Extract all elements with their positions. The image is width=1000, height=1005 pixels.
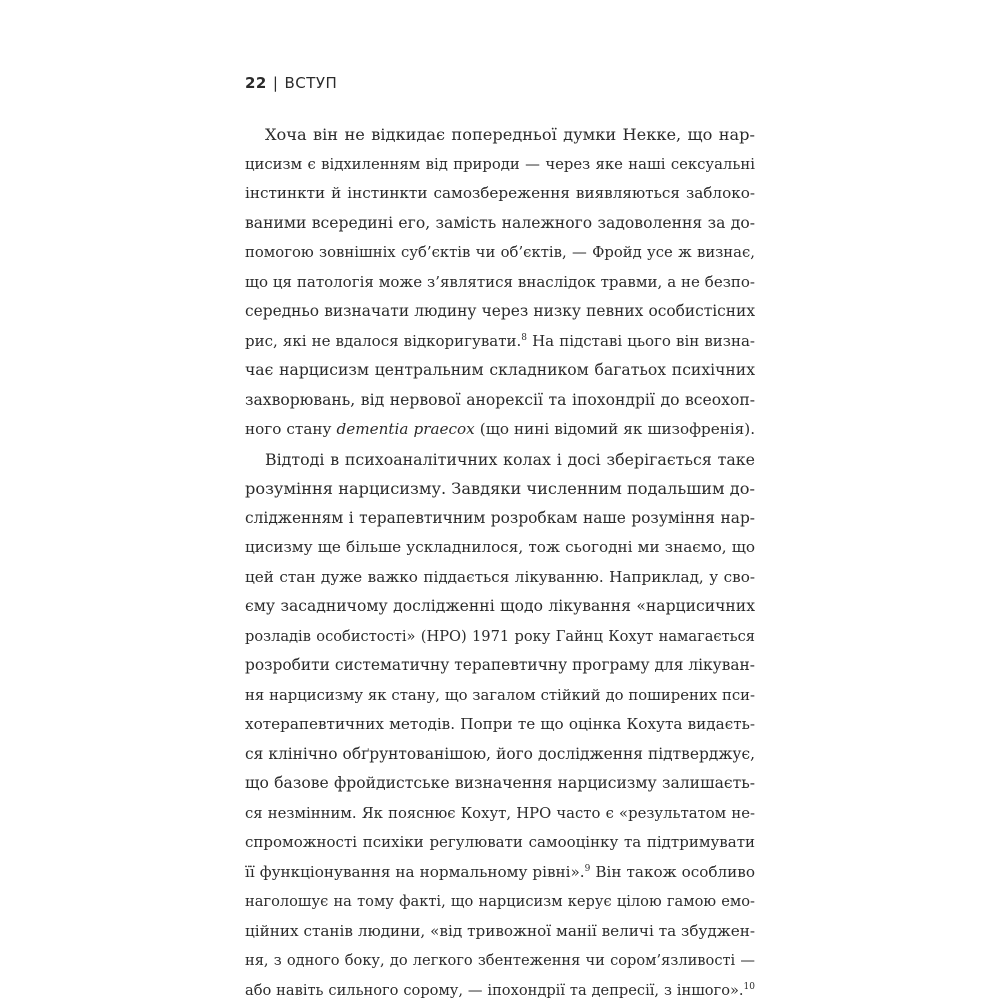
- footnote-marker: 9: [585, 863, 591, 873]
- footnote-marker: 10: [744, 982, 755, 992]
- text-line: [245, 976, 755, 1005]
- text-segment: рис, які не вдалося відкоригувати.: [245, 332, 521, 350]
- text-line: ся незмінним. Як пояснює Кохут, НРО часто є «результатом не-: [245, 799, 755, 829]
- text-line: розуміння нарцисизму. Завдяки численним подальшим до-: [245, 474, 755, 504]
- text-segment: На підставі цього він визна-: [527, 332, 755, 350]
- text-line: ня нарцисизму як стану, що загалом стійкий до поширених пси-: [245, 681, 755, 711]
- text-line: середньо визначати людину через низку певних особистісних: [245, 297, 755, 327]
- text-line: [245, 327, 755, 357]
- text-line: помогою зовнішніх суб’єктів чи об’єктів, — Фройд усе ж визнає,: [245, 238, 755, 268]
- text-line: розробити систематичну терапевтичну програму для лікуван-: [245, 651, 755, 681]
- section-title: ВСТУП: [284, 74, 337, 92]
- text-line: Хоча він не відкидає попередньої думки Некке, що нар-: [245, 120, 755, 150]
- text-segment: ного стану: [245, 420, 331, 438]
- body-text: [245, 120, 755, 1005]
- footnote-marker: 8: [521, 333, 527, 343]
- text-line: чає нарцисизм центральним складником багатьох психічних: [245, 356, 755, 386]
- text-line: що базове фройдистське визначення нарцисизму залишаєть-: [245, 769, 755, 799]
- text-line: [245, 858, 755, 888]
- text-segment: або навіть сильного сорому, — іпохондрії та депресії, з іншого».: [245, 982, 744, 999]
- text-line: єму засадничому дослідженні щодо лікування «нарцисичних: [245, 592, 755, 622]
- text-line: інстинкти й інстинкти самозбереження виявляються заблоко-: [245, 179, 755, 209]
- text-segment: її функціонування на нормальному рівні».: [245, 863, 585, 881]
- text-segment: (що нині відомий як шизофренія).: [475, 420, 755, 438]
- text-line: цей стан дуже важко піддається лікуванню. Наприклад, у сво-: [245, 563, 755, 593]
- text-line: [245, 415, 755, 445]
- text-segment: Він також особливо: [590, 863, 755, 881]
- text-line: цисизм є відхиленням від природи — через яке наші сексуальні: [245, 150, 755, 180]
- text-line: слідженням і терапевтичним розробкам наше розуміння нар-: [245, 504, 755, 534]
- text-line: спроможності психіки регулювати самооцінку та підтримувати: [245, 828, 755, 858]
- text-line: цисизму ще більше ускладнилося, тож сьогодні ми знаємо, що: [245, 533, 755, 563]
- page-number: 22: [245, 74, 267, 92]
- text-line: ційних станів людини, «від тривожної манії величі та збуджен-: [245, 917, 755, 947]
- text-line: що ця патологія може з’являтися внаслідок травми, а не безпо-: [245, 268, 755, 298]
- text-line: захворювань, від нервової анорексії та іпохондрії до всеохоп-: [245, 386, 755, 416]
- italic-term: dementia praecox: [337, 420, 475, 438]
- text-line: хотерапевтичних методів. Попри те що оцінка Кохута видаєть-: [245, 710, 755, 740]
- text-line: наголошує на тому факті, що нарцисизм керує цілою гамою емо-: [245, 887, 755, 917]
- text-line: ня, з одного боку, до легкого збентеження чи сором’язливості —: [245, 946, 755, 976]
- text-line: Відтоді в психоаналітичних колах і досі зберігається таке: [245, 445, 755, 475]
- header-separator: |: [273, 74, 279, 92]
- text-line: розладів особистості» (НРО) 1971 року Гайнц Кохут намагається: [245, 622, 755, 652]
- text-line: ся клінічно обґрунтованішою, його дослідження підтверджує,: [245, 740, 755, 770]
- text-line: ваними всередині его, замість належного задоволення за до-: [245, 209, 755, 239]
- running-head: [245, 74, 337, 92]
